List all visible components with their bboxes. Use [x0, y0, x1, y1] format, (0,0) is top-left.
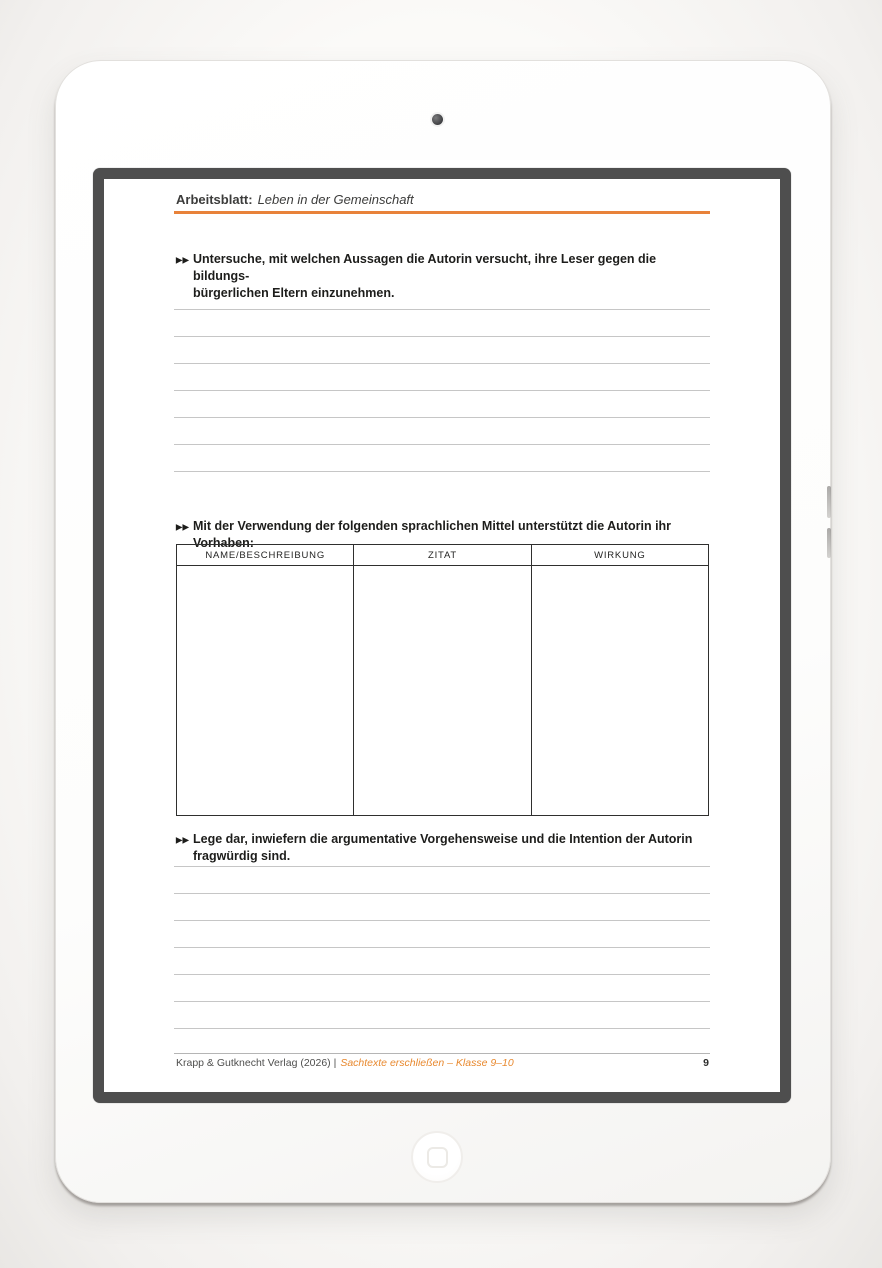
- worksheet-title: Leben in der Gemeinschaft: [257, 192, 414, 207]
- table-body-row: [177, 566, 709, 816]
- page-footer: [176, 1057, 709, 1069]
- home-button[interactable]: [411, 1131, 463, 1183]
- home-button-square-icon: [427, 1147, 448, 1168]
- table-header-row: [177, 545, 709, 566]
- double-arrow-icon: ▶▶: [176, 255, 190, 265]
- sprachliche-mittel-table: [176, 544, 709, 816]
- writing-line: [174, 948, 710, 975]
- table-cell-empty: [354, 566, 531, 816]
- task-1-line-1: Untersuche, mit welchen Aussagen die Autorin versucht, ihre Leser gegen die bildungs-: [193, 252, 657, 283]
- writing-line: [174, 418, 710, 445]
- worksheet-page: [104, 179, 780, 1092]
- footer-divider: [174, 1053, 710, 1054]
- writing-line: [174, 310, 710, 337]
- worksheet-header: [176, 192, 709, 207]
- task-1-line-2: bürgerlichen Eltern einzunehmen.: [193, 286, 395, 300]
- writing-line: [174, 975, 710, 1002]
- writing-line: [174, 364, 710, 391]
- volume-down-button[interactable]: [827, 528, 831, 558]
- writing-line: [174, 283, 710, 310]
- footer-series-title: Sachtexte erschließen – Klasse 9–10: [340, 1057, 514, 1069]
- writing-line: [174, 867, 710, 894]
- footer-publisher: Krapp & Gutknecht Verlag (2026) |: [176, 1057, 337, 1069]
- writing-line: [174, 337, 710, 364]
- writing-line: [174, 840, 710, 867]
- front-camera-icon: [432, 114, 443, 125]
- double-arrow-icon: ▶▶: [176, 835, 190, 845]
- table-cell-empty: [531, 566, 708, 816]
- tablet-screen: [93, 168, 791, 1103]
- writing-line: [174, 894, 710, 921]
- writing-line: [174, 1002, 710, 1029]
- page-number: 9: [703, 1057, 709, 1069]
- task-1-writing-lines: [174, 283, 710, 472]
- table-header-wirkung: WIRKUNG: [531, 545, 708, 566]
- task-2-text: Mit der Verwendung der folgenden sprachlichen Mittel unterstützt die Autorin ihr Vorhaben:: [193, 519, 672, 550]
- table-header-zitat: ZITAT: [354, 545, 531, 566]
- task-3-writing-lines: [174, 840, 710, 1029]
- table-cell-empty: [177, 566, 354, 816]
- header-accent-rule: [174, 211, 710, 214]
- task-3-text: Lege dar, inwiefern die argumentative Vorgehensweise und die Intention der Autorin fragwürdig sind.: [193, 832, 693, 863]
- writing-line: [174, 921, 710, 948]
- tablet-device: [55, 60, 831, 1203]
- worksheet-header-prefix: Arbeitsblatt:: [176, 192, 253, 207]
- writing-line: [174, 391, 710, 418]
- double-arrow-icon: ▶▶: [176, 522, 190, 532]
- writing-line: [174, 445, 710, 472]
- table-header-name-beschreibung: NAME/BESCHREIBUNG: [177, 545, 354, 566]
- volume-up-button[interactable]: [827, 486, 831, 518]
